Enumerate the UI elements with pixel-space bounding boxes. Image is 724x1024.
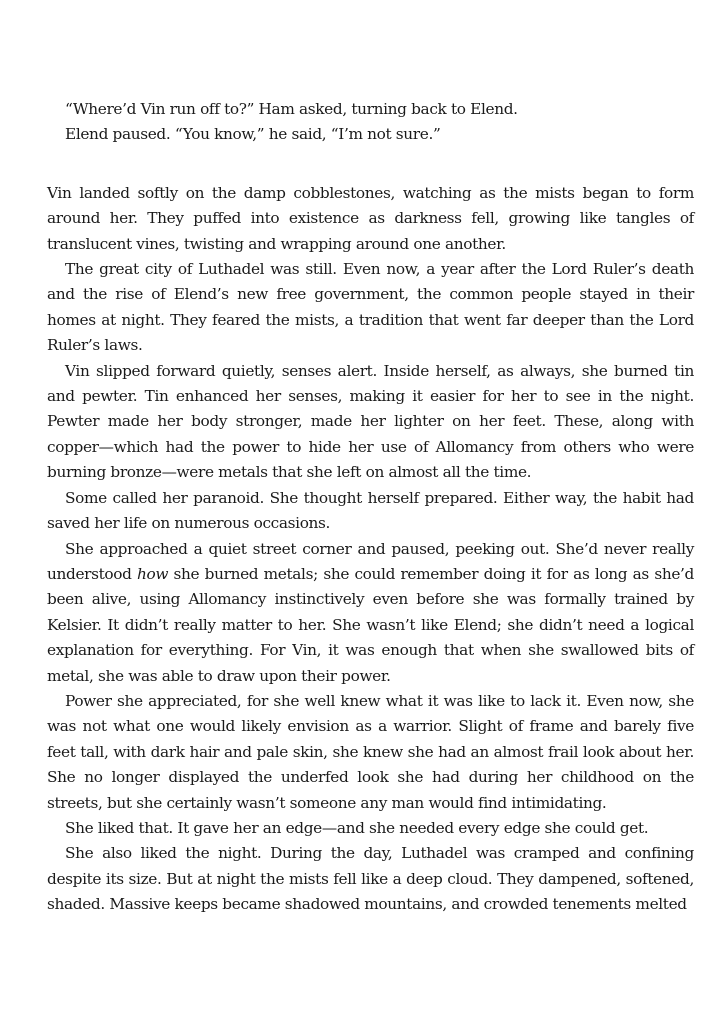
text-before-italic: She approached a quiet street corner and paused, peeking out. She’d never really understood [47,539,694,583]
paragraph-edge: She liked that. It gave her an edge—and she needed every edge she could get. [65,818,649,837]
paragraph-vin-landed: Vin landed softly on the damp cobblestones, watching as the mists began to form around her. They puffed into existence as darkness fell, growing like tangles of translucent vines, twisting and wrapping around one another. [47,183,694,253]
book-page [47,97,694,918]
italic-emphasis: how [137,564,169,583]
paragraph-power: Power she appreciated, for she well knew what it was like to lack it. Even now, she was not what one would likely envision as a warrior. Slight of frame and barely five feet tall, with dark hair and pale skin, she knew she had an almost frail look about her. She no longer displayed the underfed look she had during her childhood on the streets, but she certainly wasn’t someone any man would find intimidating. [47,691,694,812]
scene-break [47,148,694,181]
paragraph-night: She also liked the night. During the day, Luthadel was cramped and confining despite its size. But at night the mists fell like a deep cloud. They dampened, softened, shaded. Massive keeps became shadowed mountains, and crowded tenements melted [47,844,694,914]
paragraph-ham-question: “Where’d Vin run off to?” Ham asked, turning back to Elend. [65,100,518,118]
paragraph-paranoid: Some called her paranoid. She thought herself prepared. Either way, the habit had saved her life on numerous occasions. [47,488,694,533]
paragraph-luthadel-still: The great city of Luthadel was still. Even now, a year after the Lord Ruler’s death and the rise of Elend’s new free government, the common people stayed in their homes at night. They feared the mists, a tradition that went far deeper than the Lord Ruler’s laws. [47,260,694,355]
paragraph-elend-reply: Elend paused. “You know,” he said, “I’m not sure.” [65,125,441,144]
paragraph-vin-slipped: Vin slipped forward quietly, senses alert. Inside herself, as always, she burned tin and pewter. Tin enhanced her senses, making it easier for her to see in the night. Pewter made her body stronger, made her lighter on her feet. These, along with copper—which had the power to hide her use of Allomancy from others who were burning bronze—were metals that she left on almost all the time. [47,361,694,482]
text-after-italic: she burned metals; she could remember doing it for as long as she’d been alive, using Allomancy instinctively even before she was formally trained by Kelsier. It didn’t really matter to her. She wasn’t like Elend; she didn’t need a logical explanation for everything. For Vin, it was enough that when she swallowed bits of metal, she was able to draw upon their power. [47,564,694,685]
paragraph-street-corner [47,537,694,689]
